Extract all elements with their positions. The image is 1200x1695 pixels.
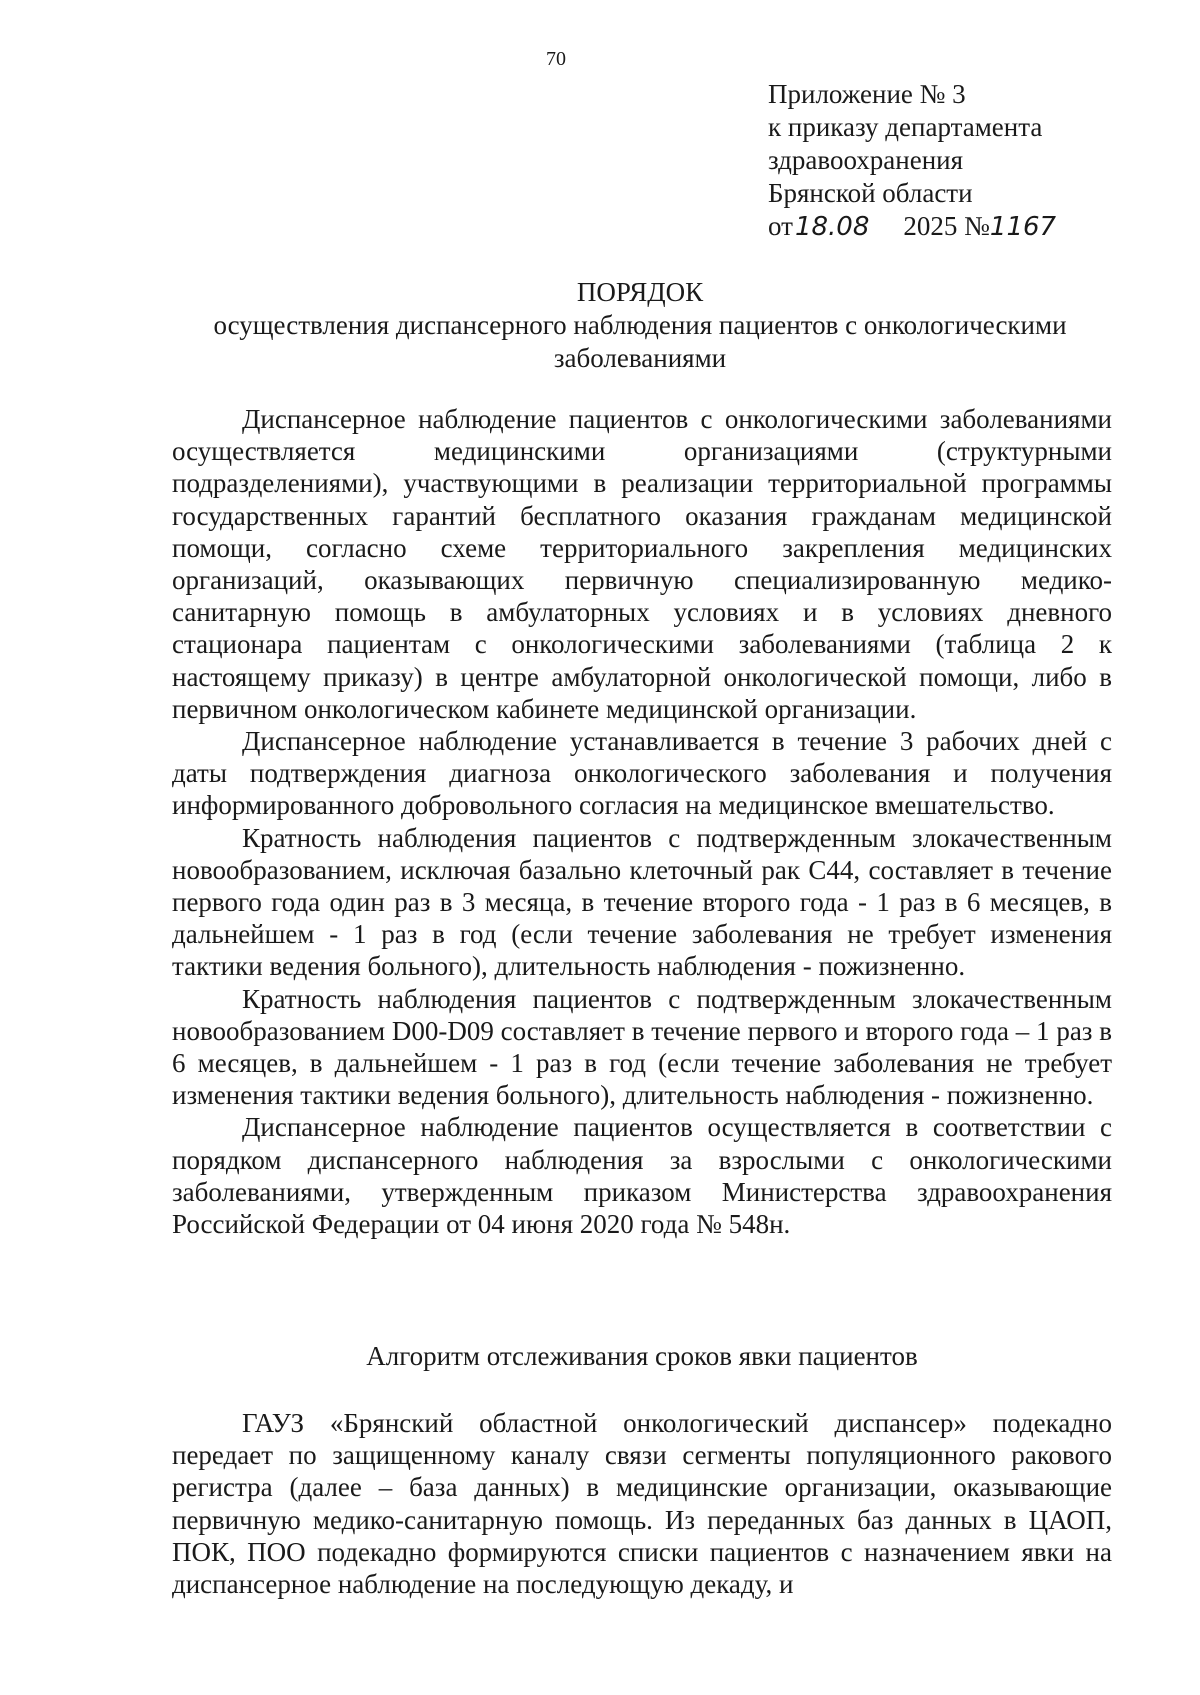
body-paragraph: Кратность наблюдения пациентов с подтвержденным злокачественным новообразованием D00-D09 составляет в течение первого и второго года – 1 раз в 6 месяцев, в дальнейшем - 1 раз в год (если течение заболевания не требует изменения тактики ведения больного), длительность наблюдения - пожизненно. xyxy=(172,983,1112,1111)
appendix-date-line xyxy=(768,210,1056,244)
appendix-line: здравоохранения xyxy=(768,145,964,175)
title-heading: ПОРЯДОК xyxy=(576,277,704,307)
page-number: 70 xyxy=(546,48,566,70)
appendix-line: Приложение № 3 xyxy=(768,79,966,109)
section-heading: Алгоритм отслеживания сроков явки пациентов xyxy=(366,1341,918,1371)
body-paragraph: Кратность наблюдения пациентов с подтвержденным злокачественным новообразованием, исключая базально клеточный рак С44, составляет в течение первого года один раз в 3 месяца, в течение второго года - 1 раз в 6 месяцев, в дальнейшем - 1 раз в год (если течение заболевания не требует изменения тактики ведения больного), длительность наблюдения - пожизненно. xyxy=(172,822,1112,982)
appendix-line: Брянской области xyxy=(768,178,973,208)
handwritten-order-number: 1167 xyxy=(989,212,1057,242)
main-body xyxy=(172,403,1112,1240)
date-prefix: от xyxy=(768,211,793,241)
body-paragraph: Диспансерное наблюдение пациентов с онкологическими заболеваниями осуществляется медицинскими организациями (структурными подразделениями), участвующими в реализации территориальной программы государственных гарантий бесплатного оказания гражданам медицинской помощи, согласно схеме территориального закрепления медицинских организаций, оказывающих первичную специализированную медико-санитарную помощь в амбулаторных условиях и в условиях дневного стационара пациентам с онкологическими заболеваниями (таблица 2 к настоящему приказу) в центре амбулаторной онкологической помощи, либо в первичном онкологическом кабинете медицинской организации. xyxy=(172,404,1112,724)
year-number-label: 2025 № xyxy=(903,211,990,241)
appendix-line: к приказу департамента xyxy=(768,112,1043,142)
section-body xyxy=(172,1407,1112,1600)
body-paragraph: Диспансерное наблюдение устанавливается в течение 3 рабочих дней с даты подтверждения диагноза онкологического заболевания и получения информированного добровольного согласия на медицинское вмешательство. xyxy=(172,726,1112,821)
handwritten-date: 18.08 xyxy=(794,212,870,242)
document-title xyxy=(170,276,1110,375)
appendix-block xyxy=(768,78,1056,244)
title-subtitle: осуществления диспансерного наблюдения пациентов с онкологическими заболеваниями xyxy=(213,310,1067,373)
body-paragraph: ГАУЗ «Брянский областной онкологический диспансер» подекадно передает по защищенному каналу связи сегменты популяционного ракового регистра (далее – база данных) в медицинские организации, оказывающие первичную медико-санитарную помощь. Из переданных баз данных в ЦАОП, ПОК, ПОО подекадно формируются списки пациентов с назначением явки на диспансерное наблюдение на последующую декаду, и xyxy=(172,1408,1112,1600)
body-paragraph: Диспансерное наблюдение пациентов осуществляется в соответствии с порядком диспансерного наблюдения за взрослыми с онкологическими заболеваниями, утвержденным приказом Министерства здравоохранения Российской Федерации от 04 июня 2020 года № 548н. xyxy=(172,1112,1112,1240)
